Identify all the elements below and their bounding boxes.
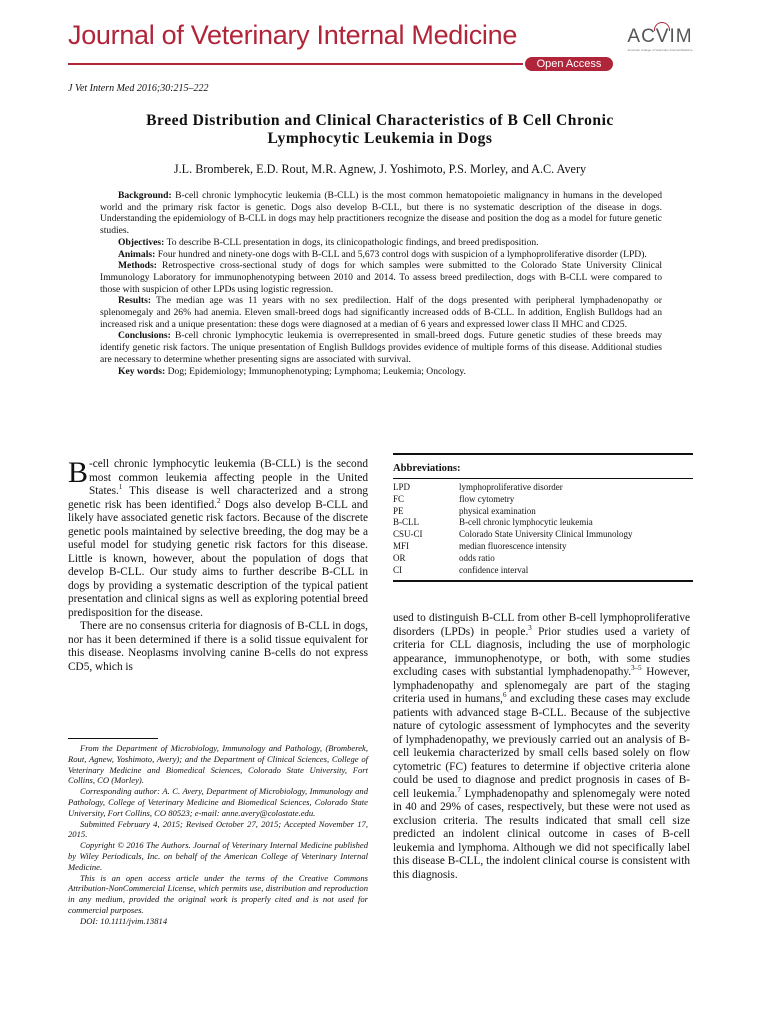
text-conclusions: B-cell chronic lymphocytic leukemia is overrepresented in small-breed dogs. Future genetic studies of these breeds may identify genetic risk factors. The unique presentation of English Bulldogs provides evidence of multiple forms of this disease. Additional studies are necessary to determine whether presenting signs are associated with survival.: [100, 330, 663, 365]
right-text-4: and excluding these cases may exclude patients with advanced stage B-CLL. Because of the subjective nature of cytologic assessment of lymphocytes and the severity of lymphadenopathy, we previously carried out an analysis of B-cell leukemia characterized by small cells based solely on flow cytometric (FC) features to determine if objective criteria alone could be used to diagnose and predict prognosis in cases of B-cell leukemia.: [393, 693, 690, 800]
abbreviations-list: [393, 482, 693, 576]
abbreviation-definition: median fluorescence intensity: [459, 540, 567, 551]
abstract-methods: [100, 260, 662, 295]
label-keywords: Key words:: [118, 365, 166, 377]
reference-6[interactable]: 6: [502, 691, 507, 700]
header-rule: [68, 63, 523, 65]
abbreviation: PE: [393, 505, 404, 516]
right-text-5: Lymphadenopathy and splenomegaly were noted in 40 and 29% of cases, respectively, but these were not used as exclusion criteria. The results indicated that small cell size predicted an indolent clinical outcome in cases of B-cell leukemia and lymphoma. Although we did not specifically label this disease B-CLL, the indolent clinical course is consistent with this diagnosis.: [393, 787, 691, 881]
acvim-logo: [620, 26, 700, 64]
abstract: [100, 190, 662, 377]
intro-text-1b: This disease is well characterized and a strong genetic risk has been identified.: [68, 485, 368, 511]
abbreviation: B-CLL: [393, 517, 419, 528]
journal-title: Journal of Veterinary Internal Medicine: [68, 20, 518, 50]
text-animals: Four hundred and ninety-one dogs with B-CLL and 5,673 control dogs with suspicion of a lymphoproliferative disorder (LPD).: [157, 248, 647, 260]
abbreviation: FC: [393, 493, 405, 504]
title-line-1: Breed Distribution and Clinical Characteristics of B Cell Chronic: [146, 112, 614, 129]
footnote-rule: [68, 738, 158, 739]
abbreviation-row: [393, 482, 693, 494]
label-methods: Methods:: [118, 260, 157, 272]
open-access-badge: Open Access: [525, 57, 613, 71]
abstract-conclusions: [100, 330, 662, 365]
footnote-dates: Submitted February 4, 2015; Revised October 27, 2015; Accepted November 17, 2015.: [68, 818, 368, 840]
abbreviation-row: [393, 529, 693, 541]
abbreviation-row: [393, 506, 693, 518]
abstract-background: [100, 190, 662, 237]
footnote-license: This is an open access article under the terms of the Creative Commons Attribution-NonCommercial License, which permits use, distribution and reproduction in any medium, provided the original work is properly cited and is not used for commercial purposes.: [68, 872, 368, 915]
intro-text-1a: -cell chronic lymphocytic leukemia (B-CLL) is the second most common leukemia affecting people in the United States.: [89, 458, 368, 497]
abbreviation-definition: confidence interval: [459, 564, 529, 575]
abbreviation: LPD: [393, 482, 411, 492]
text-methods: Retrospective cross-sectional study of dogs for which samples were submitted to the Colorado State University Clinical Immunology Laboratory for immunophenotyping between 2010 and 2014. To assess breed predilection, dogs with B-CLL were compared to those with suspicion of other LPDs using logistic regression.: [100, 260, 662, 295]
right-text-2: Prior studies used a variety of criteria for CLL diagnosis, including the use of morphologic appearance, immunophenotype, or both, with some studies excluding cases with substantial lymphadenopathy.: [393, 625, 690, 678]
text-results: The median age was 11 years with no sex predilection. Half of the dogs presented with peripheral lymphadenopathy or splenomegaly and 26% had anemia. Eleven small-breed dogs had significantly increased odds of B-CLL. In addition, English Bulldogs had an increased risk and a unique presentation: these dogs were diagnosed at a median of 6 years and expressed lower class II MHC and CD25.: [100, 295, 662, 330]
abstract-keywords: [100, 366, 662, 378]
label-animals: Animals:: [118, 248, 156, 260]
logo-arc-icon: [654, 22, 670, 31]
reference-3-5[interactable]: 3–5: [631, 664, 642, 673]
abbreviation: MFI: [393, 540, 410, 551]
body-left-column: [68, 458, 368, 674]
abbreviation-definition: odds ratio: [459, 552, 495, 563]
body-right-column: [393, 612, 690, 882]
intro-paragraph-2: There are no consensus criteria for diagnosis of B-CLL in dogs, nor has it been determined if there is a solid tissue equivalent for this disease. Neoplasms involving canine B-cells do not express CD5, which is: [68, 620, 368, 673]
footnote-corresponding: Corresponding author: A. C. Avery, Department of Microbiology, Immunology and Pathology, College of Veterinary Medicine and Biomedical Sciences, Colorado State University, Fort Collins, CO 80523; e-mail: anne.avery@colostate.edu.: [68, 786, 368, 818]
logo-text: ACVIM: [627, 26, 693, 47]
abbreviation-definition: lymphoproliferative disorder: [459, 482, 563, 492]
reference-3[interactable]: 3: [528, 623, 532, 632]
reference-1[interactable]: 1: [118, 483, 123, 492]
abbreviation-row: [393, 553, 693, 565]
abbreviation: OR: [393, 552, 406, 563]
abstract-objectives: [100, 237, 662, 249]
abbreviations-box: [393, 453, 693, 582]
abbreviations-bottom-rule: [393, 580, 693, 582]
abbreviation: CSU-CI: [393, 529, 423, 540]
footnote-affiliation: From the Department of Microbiology, Immunology and Pathology, (Bromberek, Rout, Agnew, Yoshimoto, Avery); and the Department of Clinical Sciences, College of Veterinary Medicine and Biomedical Sciences, Colorado State University, Fort Collins, CO (Morley).: [68, 743, 368, 786]
abbreviation: CI: [393, 564, 402, 575]
dropcap: B: [68, 456, 89, 489]
label-objectives: Objectives:: [118, 236, 165, 248]
intro-paragraph-1: [68, 458, 368, 620]
intro-text-1c: Dogs also develop B-CLL and likely have associated genetic risk factors. Because of the discrete genetic pools maintained by selective breeding, the dog may be a useful model for studying genetic risk factors for this disease. Little is known, however, about the population of dogs that develop B-CLL. Our study aims to further describe B-CLL in dogs by providing a systematic description of the typical patient presentation and clinical signs as well as exploring potential breed predisposition for the disease.: [68, 498, 368, 619]
text-background: B-cell chronic lymphocytic leukemia (B-CLL) is the most common hematopoietic malignancy in humans in the developed world and the primary risk factor is genetic. Dogs also develop B-CLL, but there is no systematic description of the disease in dogs. Understanding the epidemiology of B-CLL in dogs may help practitioners recognize the disease and position the dog as a model for future genetic studies.: [100, 190, 662, 237]
label-background: Background:: [118, 190, 172, 201]
abbreviation-definition: B-cell chronic lymphocytic leukemia: [459, 517, 593, 528]
text-objectives: To describe B-CLL presentation in dogs, its clinicopathologic findings, and breed predisposition.: [166, 236, 539, 248]
label-conclusions: Conclusions:: [118, 330, 171, 342]
reference-7[interactable]: 7: [457, 785, 461, 794]
right-text-1: used to distinguish B-CLL from other B-cell lymphoproliferative disorders (LPDs) in people.: [393, 612, 690, 638]
abbreviation-definition: physical examination: [459, 505, 536, 516]
abbreviations-heading: Abbreviations:: [393, 463, 461, 474]
abbreviation-row: [393, 541, 693, 553]
footnote-copyright: Copyright © 2016 The Authors. Journal of Veterinary Internal Medicine published by Wiley Periodicals, Inc. on behalf of the American College of Veterinary Internal Medicine.: [68, 840, 368, 872]
footnote-doi[interactable]: DOI: 10.1111/jvim.13814: [80, 915, 168, 926]
logo-subtext: American College of Veterinary Internal Medicine: [627, 48, 693, 52]
footnotes: [68, 743, 368, 927]
label-results: Results:: [118, 295, 152, 307]
abbreviation-definition: Colorado State University Clinical Immunology: [459, 529, 633, 540]
abstract-results: [100, 295, 662, 330]
abbreviation-row: [393, 565, 693, 577]
abbreviation-row: [393, 494, 693, 506]
abbreviation-definition: flow cytometry: [459, 493, 515, 504]
abbreviation-row: [393, 517, 693, 529]
abstract-animals: [100, 249, 662, 261]
citation: J Vet Intern Med 2016;30:215–222: [68, 83, 209, 94]
reference-2[interactable]: 2: [217, 496, 221, 505]
title-line-2: Lymphocytic Leukemia in Dogs: [267, 130, 493, 147]
right-text-3: However, lymphadenopathy and splenomegaly are part of the staging criteria used in humans,: [393, 666, 690, 705]
abbreviations-rule: [393, 478, 693, 479]
paper-title: [100, 112, 660, 148]
right-paragraph: [393, 612, 690, 882]
abbreviations-top-rule: [393, 453, 693, 455]
text-keywords: Dog; Epidemiology; Immunophenotyping; Lymphoma; Leukemia; Oncology.: [167, 365, 466, 377]
author-list: J.L. Bromberek, E.D. Rout, M.R. Agnew, J. Yoshimoto, P.S. Morley, and A.C. Avery: [173, 162, 587, 176]
